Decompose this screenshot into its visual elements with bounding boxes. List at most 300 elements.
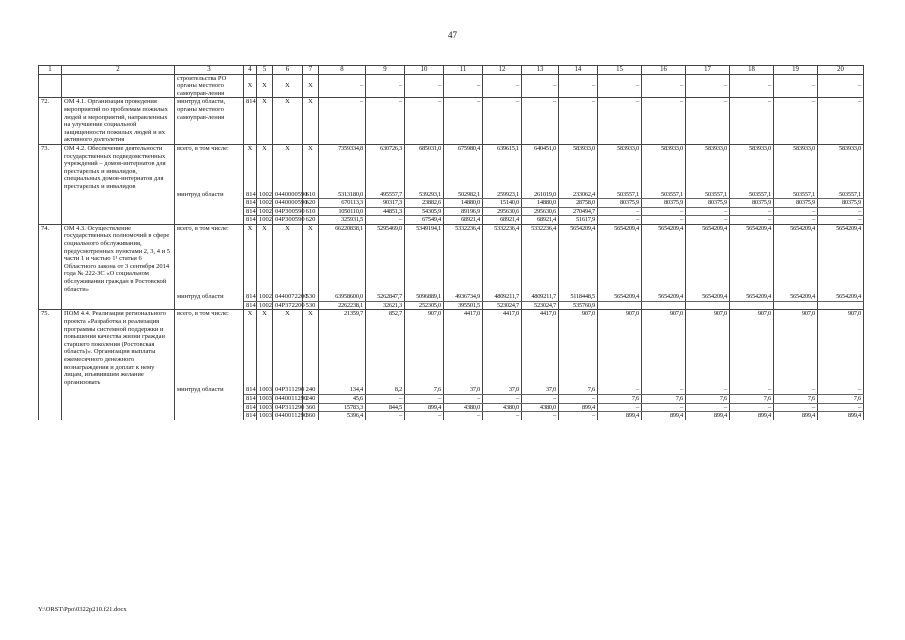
amount: – bbox=[319, 82, 366, 98]
amount: 7,6 bbox=[774, 394, 818, 403]
row-number bbox=[39, 82, 62, 98]
amount: 21359,7 bbox=[319, 310, 366, 386]
amount: 4380,0 bbox=[444, 403, 483, 412]
amount: – bbox=[774, 403, 818, 412]
budget-code bbox=[257, 74, 273, 82]
row-number bbox=[39, 301, 62, 310]
amount: – bbox=[598, 216, 642, 225]
amount: 252305,0 bbox=[405, 301, 444, 310]
budget-code: 04Р311290 bbox=[273, 386, 303, 394]
amount: 583933,0 bbox=[642, 144, 686, 190]
budget-code: X bbox=[257, 82, 273, 98]
amount: 670113,3 bbox=[319, 199, 366, 208]
amount: 675980,4 bbox=[444, 144, 483, 190]
budget-code: 1002 bbox=[257, 199, 273, 208]
table-row bbox=[39, 191, 864, 199]
amount: 503557,1 bbox=[642, 191, 686, 199]
column-number-row bbox=[39, 66, 864, 75]
amount: 7,6 bbox=[598, 394, 642, 403]
budget-code: 610 bbox=[303, 207, 319, 216]
budget-code: 0440011290 bbox=[273, 394, 303, 403]
measure-name bbox=[62, 403, 175, 412]
amount: 907,0 bbox=[405, 310, 444, 386]
amount: – bbox=[483, 98, 522, 145]
amount: – bbox=[405, 82, 444, 98]
budget-code bbox=[273, 74, 303, 82]
budget-code: X bbox=[303, 144, 319, 190]
amount: 63958600,0 bbox=[319, 293, 366, 301]
budget-code: 814 bbox=[244, 293, 257, 301]
table-row bbox=[39, 386, 864, 394]
table-row bbox=[39, 98, 864, 145]
amount: 5654209,4 bbox=[774, 224, 818, 293]
column-number: 4 bbox=[244, 66, 257, 75]
amount: – bbox=[774, 216, 818, 225]
budget-code: 620 bbox=[303, 216, 319, 225]
budget-code: 814 bbox=[244, 301, 257, 310]
amount: – bbox=[686, 403, 730, 412]
amount: 1050110,0 bbox=[319, 207, 366, 216]
amount: – bbox=[559, 82, 598, 98]
amount: 5654209,4 bbox=[818, 293, 864, 301]
budget-code: 240 bbox=[303, 394, 319, 403]
table-row bbox=[39, 301, 864, 310]
table-row bbox=[39, 144, 864, 190]
amount bbox=[444, 74, 483, 82]
amount: 7,6 bbox=[730, 394, 774, 403]
amount: 907,0 bbox=[686, 310, 730, 386]
amount: 5654209,4 bbox=[774, 293, 818, 301]
table-row bbox=[39, 207, 864, 216]
amount: – bbox=[598, 207, 642, 216]
budget-code: X bbox=[273, 144, 303, 190]
budget-code: 04Р311290 bbox=[273, 403, 303, 412]
budget-code: X bbox=[273, 98, 303, 145]
amount: – bbox=[818, 82, 864, 98]
amount: – bbox=[818, 207, 864, 216]
amount: – bbox=[444, 82, 483, 98]
row-number: 73. bbox=[39, 144, 62, 190]
amount: 233062,4 bbox=[559, 191, 598, 199]
measure-name bbox=[62, 82, 175, 98]
table-row bbox=[39, 394, 864, 403]
executor bbox=[175, 403, 244, 412]
table-row bbox=[39, 310, 864, 386]
row-number: 74. bbox=[39, 224, 62, 293]
amount: 583933,0 bbox=[774, 144, 818, 190]
amount bbox=[686, 74, 730, 82]
amount: 5654209,4 bbox=[686, 224, 730, 293]
amount: 583933,0 bbox=[730, 144, 774, 190]
column-number: 6 bbox=[273, 66, 303, 75]
column-number: 19 bbox=[774, 66, 818, 75]
amount: 630726,3 bbox=[366, 144, 405, 190]
amount bbox=[774, 74, 818, 82]
executor: минтруд области bbox=[175, 386, 244, 394]
amount: – bbox=[559, 98, 598, 145]
column-number: 13 bbox=[522, 66, 559, 75]
amount: 395501,5 bbox=[444, 301, 483, 310]
amount: 68921,4 bbox=[483, 216, 522, 225]
amount: 523024,7 bbox=[522, 301, 559, 310]
column-number: 3 bbox=[175, 66, 244, 75]
amount: – bbox=[366, 82, 405, 98]
budget-code: 360 bbox=[303, 403, 319, 412]
budget-code: X bbox=[303, 82, 319, 98]
column-number: 17 bbox=[686, 66, 730, 75]
amount: 80375,9 bbox=[642, 199, 686, 208]
amount: 2262238,1 bbox=[319, 301, 366, 310]
amount: 51617,9 bbox=[559, 216, 598, 225]
amount: 639615,1 bbox=[483, 144, 522, 190]
amount: 5332236,4 bbox=[444, 224, 483, 293]
amount: – bbox=[483, 412, 522, 420]
amount bbox=[818, 301, 864, 310]
amount: 89196,9 bbox=[444, 207, 483, 216]
executor: строительства РО bbox=[175, 74, 244, 82]
column-number: 12 bbox=[483, 66, 522, 75]
budget-code: 620 bbox=[303, 199, 319, 208]
amount: 503557,1 bbox=[598, 191, 642, 199]
amount bbox=[522, 74, 559, 82]
amount: – bbox=[818, 98, 864, 145]
amount: 685031,0 bbox=[405, 144, 444, 190]
amount: 80375,9 bbox=[598, 199, 642, 208]
amount bbox=[730, 74, 774, 82]
budget-code: X bbox=[257, 310, 273, 386]
amount: 68921,4 bbox=[444, 216, 483, 225]
amount bbox=[598, 74, 642, 82]
amount: 5313180,0 bbox=[319, 191, 366, 199]
amount: 583933,0 bbox=[686, 144, 730, 190]
budget-code: X bbox=[303, 310, 319, 386]
amount: 4380,0 bbox=[483, 403, 522, 412]
amount: 907,0 bbox=[598, 310, 642, 386]
amount: 5332236,4 bbox=[522, 224, 559, 293]
measure-name bbox=[62, 74, 175, 82]
budget-code: X bbox=[257, 224, 273, 293]
amount bbox=[559, 74, 598, 82]
amount: 80375,9 bbox=[730, 199, 774, 208]
amount: 899,4 bbox=[774, 412, 818, 420]
amount: 899,4 bbox=[559, 403, 598, 412]
table-row bbox=[39, 224, 864, 293]
executor bbox=[175, 301, 244, 310]
column-number: 9 bbox=[366, 66, 405, 75]
amount: 7,6 bbox=[686, 394, 730, 403]
amount bbox=[366, 74, 405, 82]
executor bbox=[175, 412, 244, 420]
row-number: 72. bbox=[39, 98, 62, 145]
amount bbox=[818, 74, 864, 82]
amount: 23882,6 bbox=[405, 199, 444, 208]
amount: 907,0 bbox=[774, 310, 818, 386]
amount: 503557,1 bbox=[774, 191, 818, 199]
amount: – bbox=[405, 98, 444, 145]
row-number bbox=[39, 394, 62, 403]
amount: 539293,1 bbox=[405, 191, 444, 199]
budget-code: 1002 bbox=[257, 207, 273, 216]
column-number: 14 bbox=[559, 66, 598, 75]
amount: 44851,3 bbox=[366, 207, 405, 216]
amount: – bbox=[405, 394, 444, 403]
measure-name bbox=[62, 301, 175, 310]
budget-code: 530 bbox=[303, 293, 319, 301]
amount: 5654209,4 bbox=[730, 224, 774, 293]
amount: 15140,0 bbox=[483, 199, 522, 208]
row-number bbox=[39, 412, 62, 420]
amount: 503557,1 bbox=[818, 191, 864, 199]
amount: 7,6 bbox=[405, 386, 444, 394]
table-row bbox=[39, 74, 864, 82]
budget-code: X bbox=[303, 98, 319, 145]
measure-name bbox=[62, 394, 175, 403]
budget-code: 814 bbox=[244, 394, 257, 403]
amount: – bbox=[774, 82, 818, 98]
amount: – bbox=[444, 394, 483, 403]
row-number bbox=[39, 207, 62, 216]
amount: 583933,0 bbox=[559, 144, 598, 190]
budget-code: 04Р372200 bbox=[273, 301, 303, 310]
executor bbox=[175, 207, 244, 216]
amount: – bbox=[598, 386, 642, 394]
amount: 907,0 bbox=[818, 310, 864, 386]
budget-code: 04Р300590 bbox=[273, 216, 303, 225]
budget-code: 360 bbox=[303, 412, 319, 420]
amount: – bbox=[366, 394, 405, 403]
executor: минтруд области bbox=[175, 191, 244, 199]
amount: – bbox=[818, 403, 864, 412]
row-number bbox=[39, 74, 62, 82]
amount: 502982,1 bbox=[444, 191, 483, 199]
amount: 899,4 bbox=[405, 403, 444, 412]
amount: – bbox=[444, 98, 483, 145]
amount: 7,6 bbox=[559, 386, 598, 394]
amount: – bbox=[730, 82, 774, 98]
amount: 5654209,4 bbox=[818, 224, 864, 293]
budget-code: 1003 bbox=[257, 394, 273, 403]
amount: 80375,9 bbox=[686, 199, 730, 208]
amount: – bbox=[598, 403, 642, 412]
amount: 45,6 bbox=[319, 394, 366, 403]
column-number: 7 bbox=[303, 66, 319, 75]
amount: 8,2 bbox=[366, 386, 405, 394]
amount: 5262847,7 bbox=[366, 293, 405, 301]
executor bbox=[175, 216, 244, 225]
amount: – bbox=[642, 386, 686, 394]
amount: 503557,1 bbox=[686, 191, 730, 199]
table-row bbox=[39, 199, 864, 208]
column-number: 1 bbox=[39, 66, 62, 75]
measure-name bbox=[62, 199, 175, 208]
amount: 907,0 bbox=[642, 310, 686, 386]
measure-name bbox=[62, 293, 175, 301]
budget-code: 0440011290 bbox=[273, 412, 303, 420]
amount bbox=[686, 301, 730, 310]
budget-code: 04Р300590 bbox=[273, 207, 303, 216]
amount bbox=[598, 301, 642, 310]
amount: 37,0 bbox=[522, 386, 559, 394]
amount: 5396,4 bbox=[319, 412, 366, 420]
row-number bbox=[39, 216, 62, 225]
amount: 5332236,4 bbox=[483, 224, 522, 293]
amount: 899,4 bbox=[598, 412, 642, 420]
amount bbox=[642, 74, 686, 82]
amount: 14880,0 bbox=[444, 199, 483, 208]
amount: – bbox=[642, 207, 686, 216]
amount: 640451,0 bbox=[522, 144, 559, 190]
amount: – bbox=[483, 394, 522, 403]
column-number: 16 bbox=[642, 66, 686, 75]
amount: – bbox=[818, 216, 864, 225]
budget-code: 1002 bbox=[257, 293, 273, 301]
amount bbox=[405, 74, 444, 82]
measure-name bbox=[62, 191, 175, 199]
amount: 7359334,8 bbox=[319, 144, 366, 190]
amount: – bbox=[598, 98, 642, 145]
budget-code: 0440072200 bbox=[273, 293, 303, 301]
amount: – bbox=[444, 412, 483, 420]
amount: 4809211,7 bbox=[522, 293, 559, 301]
budget-code: X bbox=[257, 98, 273, 145]
budget-code: 240 bbox=[303, 386, 319, 394]
amount bbox=[642, 301, 686, 310]
amount: 5096889,1 bbox=[405, 293, 444, 301]
amount: – bbox=[774, 386, 818, 394]
footer-file-path: Y:\ORST\Ppo\0322p210.f21.docx bbox=[38, 606, 127, 613]
amount: 37,0 bbox=[444, 386, 483, 394]
executor bbox=[175, 199, 244, 208]
amount: 4417,0 bbox=[483, 310, 522, 386]
amount: 5654209,4 bbox=[598, 224, 642, 293]
amount: 32621,3 bbox=[366, 301, 405, 310]
amount: 68921,4 bbox=[522, 216, 559, 225]
amount: 844,5 bbox=[366, 403, 405, 412]
table-row bbox=[39, 82, 864, 98]
column-number: 18 bbox=[730, 66, 774, 75]
amount: 5654209,4 bbox=[559, 224, 598, 293]
amount: 535760,9 bbox=[559, 301, 598, 310]
row-number bbox=[39, 386, 62, 394]
measure-name bbox=[62, 207, 175, 216]
amount: 80375,9 bbox=[774, 199, 818, 208]
amount: 15783,3 bbox=[319, 403, 366, 412]
column-number: 5 bbox=[257, 66, 273, 75]
amount: 899,4 bbox=[730, 412, 774, 420]
amount: 583933,0 bbox=[598, 144, 642, 190]
budget-code: 0440000590 bbox=[273, 191, 303, 199]
amount: – bbox=[522, 412, 559, 420]
amount: 5295469,0 bbox=[366, 224, 405, 293]
executor: всего, в том числе: bbox=[175, 310, 244, 386]
row-number bbox=[39, 403, 62, 412]
amount: – bbox=[522, 394, 559, 403]
column-number: 11 bbox=[444, 66, 483, 75]
budget-code: 814 bbox=[244, 216, 257, 225]
amount: 907,0 bbox=[559, 310, 598, 386]
amount: 899,4 bbox=[818, 412, 864, 420]
amount bbox=[319, 74, 366, 82]
budget-code: X bbox=[244, 310, 257, 386]
amount: – bbox=[366, 216, 405, 225]
budget-code: 1002 bbox=[257, 216, 273, 225]
amount: – bbox=[642, 82, 686, 98]
budget-code: 610 bbox=[303, 191, 319, 199]
amount: – bbox=[818, 386, 864, 394]
amount bbox=[483, 74, 522, 82]
amount: 261019,0 bbox=[522, 191, 559, 199]
budget-code bbox=[244, 74, 257, 82]
amount: 5654209,4 bbox=[730, 293, 774, 301]
amount: – bbox=[559, 394, 598, 403]
column-number: 2 bbox=[62, 66, 175, 75]
budget-code: 814 bbox=[244, 386, 257, 394]
amount: 495557,7 bbox=[366, 191, 405, 199]
table-row bbox=[39, 293, 864, 301]
amount bbox=[730, 301, 774, 310]
measure-name: ОМ 4.2. Обеспечение деятельности государственных подведомственных учреждений – домов-интернатов для престарелых и инвалидов, специальных домов-интернатов для престарелых и инвалидов bbox=[62, 144, 175, 190]
budget-code: 814 bbox=[244, 191, 257, 199]
amount: 80375,9 bbox=[818, 199, 864, 208]
amount: 7,6 bbox=[818, 394, 864, 403]
amount: 503557,1 bbox=[730, 191, 774, 199]
amount: 134,4 bbox=[319, 386, 366, 394]
executor bbox=[175, 394, 244, 403]
amount: – bbox=[730, 386, 774, 394]
column-number: 8 bbox=[319, 66, 366, 75]
amount: 4417,0 bbox=[444, 310, 483, 386]
amount: – bbox=[730, 216, 774, 225]
measure-name: ОМ 4.3. Осуществление государственных полномочий в сфере социального обслуживания, предусмотренных пунктами 2, 3, 4 и 5 части 1 и частью 1¹ статьи 6 Областного закона от 3 сентября 2014 года № 222-ЗС «О социальном обслуживании граждан в Ростовской области» bbox=[62, 224, 175, 293]
amount: 5118448,5 bbox=[559, 293, 598, 301]
amount: 295630,6 bbox=[522, 207, 559, 216]
row-number: 75. bbox=[39, 310, 62, 386]
amount: – bbox=[774, 207, 818, 216]
amount: – bbox=[686, 386, 730, 394]
amount: – bbox=[319, 98, 366, 145]
executor: всего, в том числе: bbox=[175, 224, 244, 293]
amount: 852,7 bbox=[366, 310, 405, 386]
amount: 899,4 bbox=[642, 412, 686, 420]
budget-code: 0440000590 bbox=[273, 199, 303, 208]
budget-code: 814 bbox=[244, 403, 257, 412]
budget-code: X bbox=[273, 310, 303, 386]
measure-name bbox=[62, 386, 175, 394]
amount: 523024,7 bbox=[483, 301, 522, 310]
amount: 4809211,7 bbox=[483, 293, 522, 301]
amount: – bbox=[686, 98, 730, 145]
amount bbox=[774, 301, 818, 310]
amount: – bbox=[642, 98, 686, 145]
budget-code: 530 bbox=[303, 301, 319, 310]
table-row bbox=[39, 216, 864, 225]
executor: органы местного самоуправ-ления bbox=[175, 82, 244, 98]
budget-code: 1002 bbox=[257, 301, 273, 310]
amount: 14880,0 bbox=[522, 199, 559, 208]
amount: 583933,0 bbox=[818, 144, 864, 190]
table-row bbox=[39, 412, 864, 420]
executor: минтруд области bbox=[175, 293, 244, 301]
amount: 5654209,4 bbox=[642, 224, 686, 293]
amount: – bbox=[686, 216, 730, 225]
budget-code: 1003 bbox=[257, 412, 273, 420]
amount: – bbox=[405, 412, 444, 420]
amount: 7,6 bbox=[642, 394, 686, 403]
budget-code: 1002 bbox=[257, 191, 273, 199]
page-number: 47 bbox=[448, 30, 457, 40]
amount: 270494,7 bbox=[559, 207, 598, 216]
amount: – bbox=[730, 207, 774, 216]
